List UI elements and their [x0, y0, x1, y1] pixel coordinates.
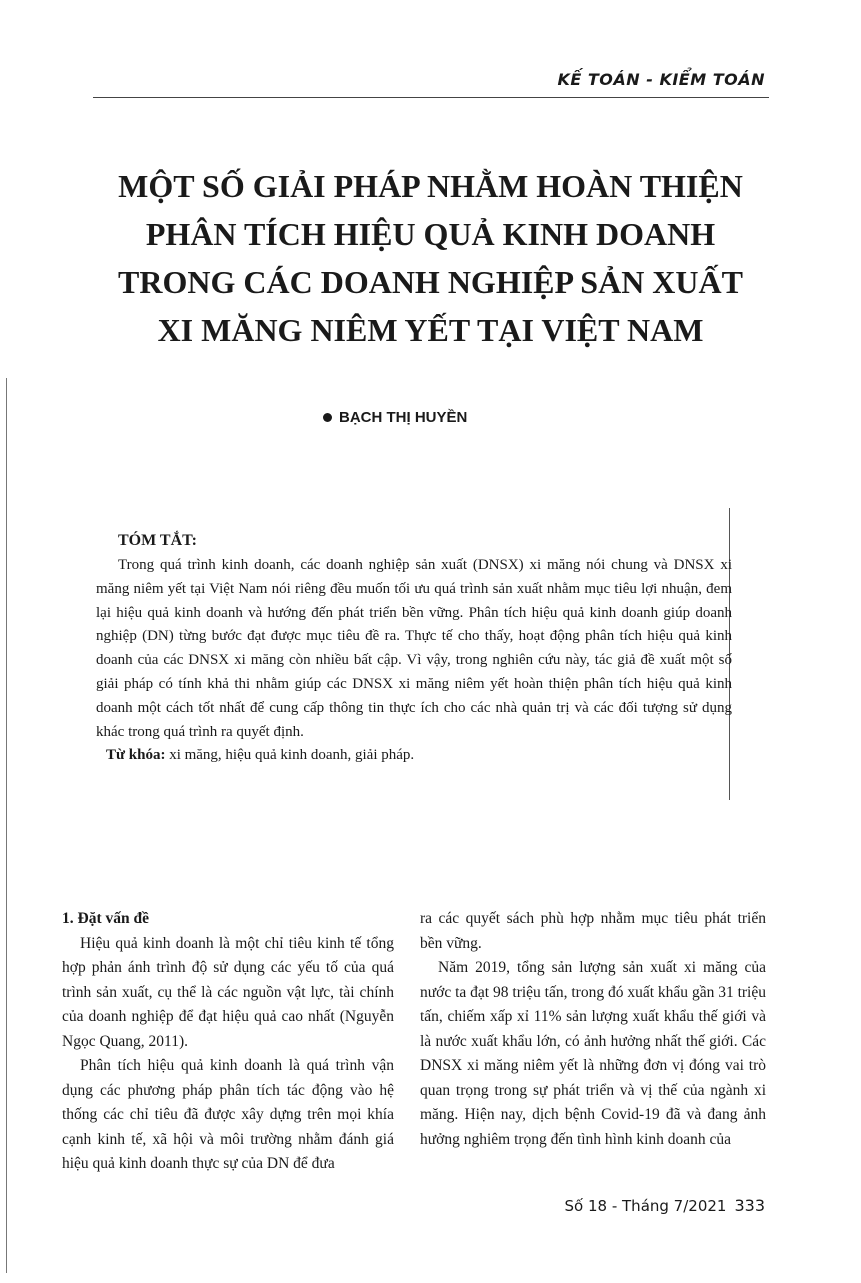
bullet-icon — [323, 413, 332, 422]
left-margin-line — [6, 378, 7, 1273]
title-line: MỘT SỐ GIẢI PHÁP NHẰM HOÀN THIỆN — [118, 168, 743, 204]
keywords — [106, 744, 732, 768]
keywords-label: Từ khóa: — [106, 747, 166, 764]
body-paragraph: Phân tích hiệu quả kinh doanh là quá trình vận dụng các phương pháp phân tích tác động vào hệ thống các chỉ tiêu đã được xây dựng trên mọi khía cạnh kinh tế, xã hội và môi trường nhằm đánh giá hiệu quả kinh doanh thực sự của DN để đưa — [62, 1057, 394, 1172]
body-paragraph: Năm 2019, tổng sản lượng sản xuất xi măng của nước ta đạt 98 triệu tấn, trong đó xuất khẩu gần 31 triệu tấn, chiếm xấp xỉ 11% sản lượng xuất khẩu thế giới và là nước xuất khẩu lớn, có ảnh hưởng nhất thế giới. Các DNSX xi măng niêm yết là những đơn vị đóng vai trò quan trọng trong sự phát triển và vị thế của ngành xi măng. Hiện nay, dịch bệnh Covid-19 đã và đang ảnh hưởng nghiêm trọng đến tình hình kinh doanh của — [420, 959, 766, 1148]
title-line: PHÂN TÍCH HIỆU QUẢ KINH DOANH — [145, 216, 716, 252]
issue-info: Số 18 - Tháng 7/2021 — [564, 1197, 727, 1215]
title-line: TRONG CÁC DOANH NGHIỆP SẢN XUẤT — [118, 264, 743, 300]
body-paragraph: Hiệu quả kinh doanh là một chỉ tiêu kinh tế tổng hợp phản ánh trình độ sử dụng các yếu tố của quá trình sản xuất, cụ thể là các nguồn vật lực, tài chính của doanh nghiệp để đạt hiệu quả cao nhất (Nguyễn Ngọc Quang, 2011). — [62, 934, 394, 1050]
page-footer — [565, 1196, 765, 1215]
author-byline — [323, 409, 467, 426]
section-header: KẾ TOÁN - KIỂM TOÁN — [557, 70, 765, 89]
header-rule — [93, 97, 769, 98]
abstract-label: TÓM TẮT: — [118, 532, 197, 549]
section-heading: 1. Đặt vấn đề — [62, 910, 149, 927]
body-column-left — [62, 907, 394, 1177]
body-paragraph-continued: ra các quyết sách phù hợp nhằm mục tiêu phát triển bền vững. — [420, 910, 766, 952]
title-line: XI MĂNG NIÊM YẾT TẠI VIỆT NAM — [157, 312, 704, 348]
abstract-body: Trong quá trình kinh doanh, các doanh nghiệp sản xuất (DNSX) xi măng nói chung và DNSX xi măng niêm yết tại Việt Nam nói riêng đều muốn tối ưu quá trình sản xuất nhằm mục tiêu lợi nhuận, đem lại hiệu quả kinh doanh và hướng đến phát triển bền vững. Phân tích hiệu quả kinh doanh giúp doanh nghiệp (DN) từng bước đạt được mục tiêu đề ra. Thực tế cho thấy, hoạt động phân tích hiệu quả kinh doanh của các DNSX xi măng còn nhiều bất cập. Vì vậy, trong nghiên cứu này, tác giả đề xuất một số giải pháp có tính khả thi nhằm giúp các DNSX xi măng niêm yết hoàn thiện phân tích hiệu quả kinh doanh một cách tốt nhất để cung cấp thông tin thực ích cho các nhà quản trị và các đối tượng sử dụng khác trong quá trình ra quyết định. — [96, 557, 732, 740]
abstract-block — [96, 532, 732, 768]
keywords-text: xi măng, hiệu quả kinh doanh, giải pháp. — [169, 747, 415, 764]
article-title — [40, 162, 821, 354]
body-column-right — [420, 907, 766, 1152]
page-number: 333 — [734, 1196, 765, 1215]
author-name: BẠCH THỊ HUYỀN — [339, 409, 468, 426]
